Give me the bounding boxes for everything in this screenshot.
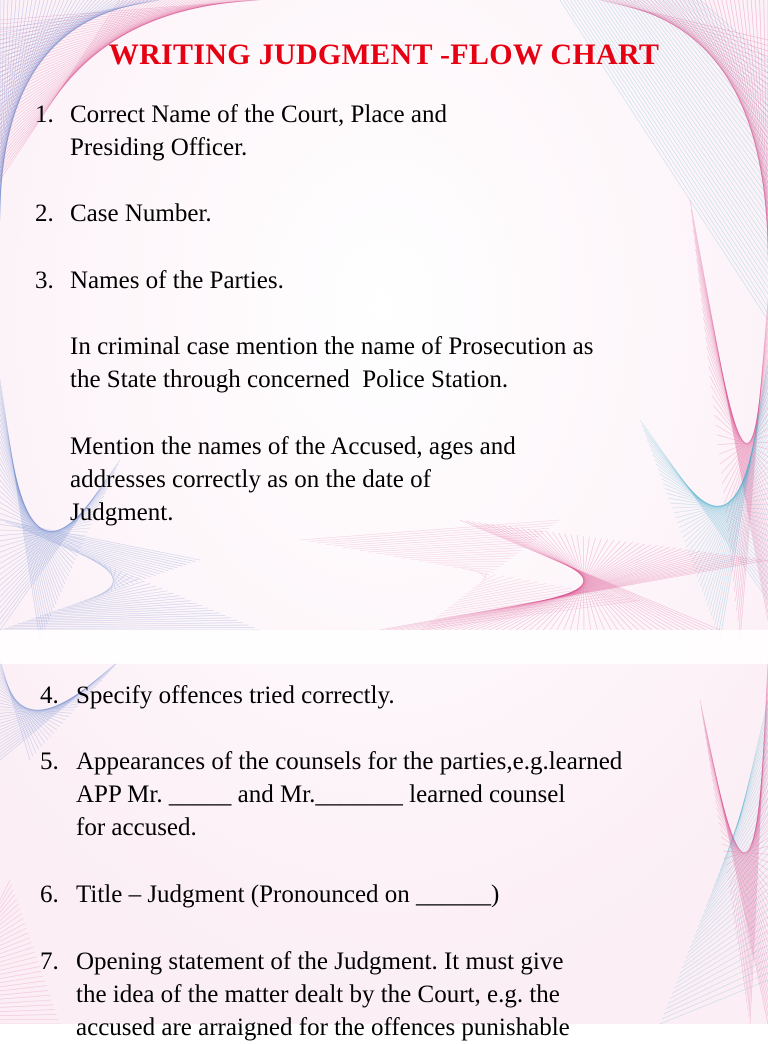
list-item-4 (40, 679, 740, 712)
item-number: 7. (40, 945, 59, 978)
item-number: 4. (40, 679, 59, 712)
list-item-7 (40, 945, 740, 1044)
item-text: Opening statement of the Judgment. It must give the idea of the matter dealt by the Court, e.g. the accused are arraigned for the offences punishable (76, 945, 570, 1044)
list-item-1 (35, 98, 735, 164)
paragraph-criminal-case: In criminal case mention the name of Prosecution as the State through concerned Police Station. (70, 330, 593, 396)
slide-title: WRITING JUDGMENT -FLOW CHART (0, 38, 768, 72)
item-number: 6. (40, 878, 59, 911)
item-number: 2. (35, 197, 54, 230)
list-item-6 (40, 878, 740, 911)
list-item-5 (40, 745, 760, 844)
item-number: 3. (35, 264, 54, 297)
list-item-3 (35, 264, 735, 297)
item-text: Correct Name of the Court, Place and Presiding Officer. (70, 98, 447, 164)
slide-2 (0, 640, 768, 1024)
item-text: Title – Judgment (Pronounced on ______) (76, 878, 499, 911)
list-item-2 (35, 197, 735, 230)
item-text: Names of the Parties. (70, 264, 284, 297)
item-text: Appearances of the counsels for the parties,e.g.learned APP Mr. _____ and Mr._______ learned counsel for accused. (76, 745, 622, 844)
paragraph-accused-names: Mention the names of the Accused, ages and addresses correctly as on the date of Judgment. (70, 430, 516, 529)
item-text: Case Number. (70, 197, 212, 230)
item-number: 5. (40, 745, 59, 778)
item-text: Specify offences tried correctly. (76, 679, 395, 712)
item-number: 1. (35, 98, 54, 131)
